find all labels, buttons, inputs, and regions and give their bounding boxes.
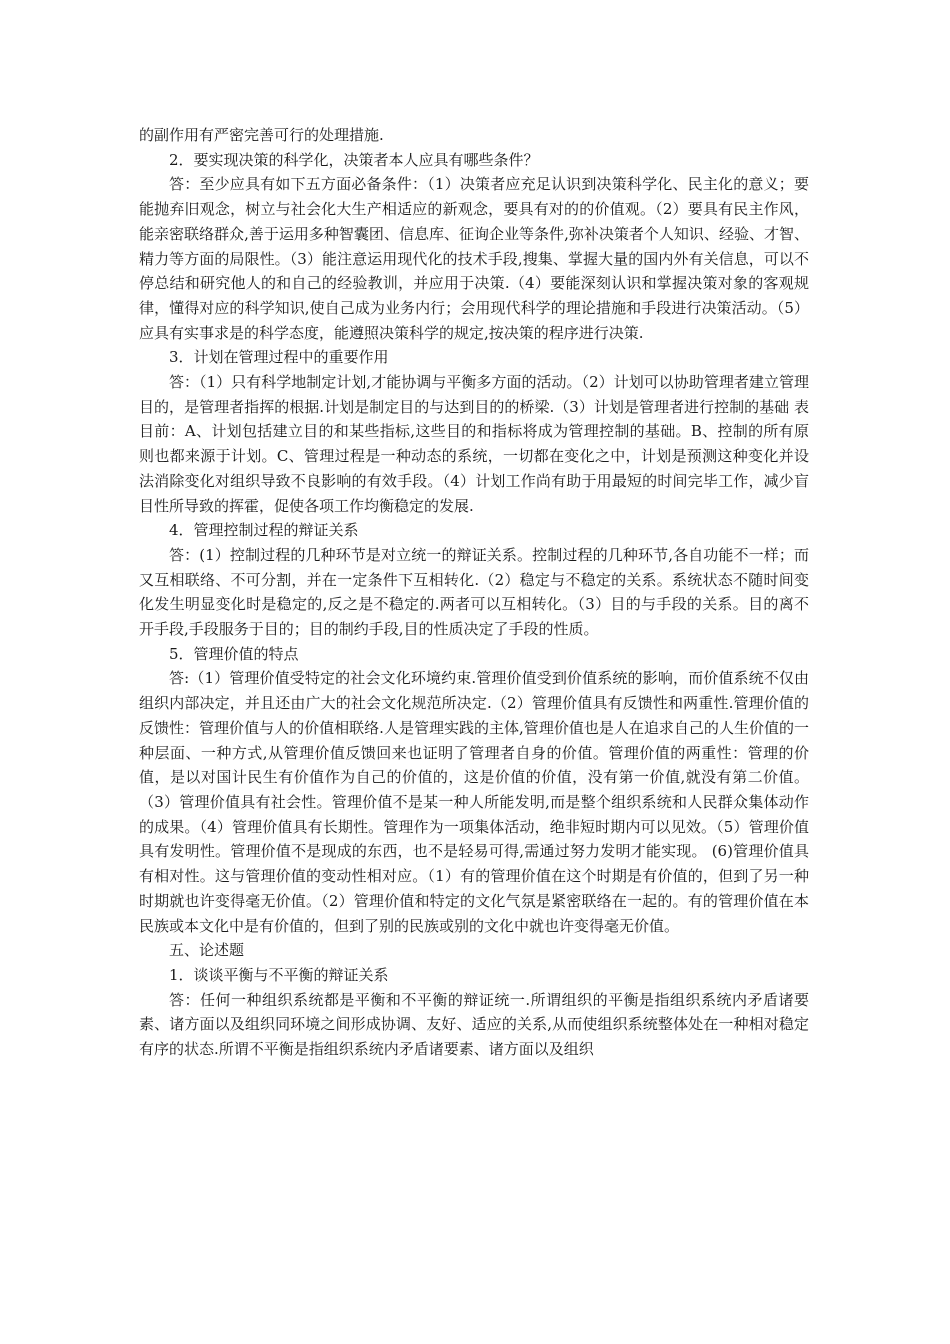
question-heading-4: 4．管理控制过程的辩证关系 — [169, 521, 359, 540]
paragraph-continuation: 的副作用有严密完善可行的处理措施. — [139, 126, 384, 144]
answer-paragraph-5: 答:（1）管理价值受特定的社会文化环境约束.管理价值受到价值系统的影响，而价值系统不仅由组织内部决定，并且还由广大的社会文化规范所决定.（2）管理价值具有反馈性和两重性.管理价值的反馈性：管理价值与人的价值相联络.人是管理实践的主体,管理价值也是人在追求自己的人生价值的一种层面、一种方式,从管理价值反馈回来也证明了管理者自身的价值。管理价值的两重性：管理的价值，是以对国计民生有价值作为自己的价值的，这是价值的价值，没有第一价值,就没有第二价值。（3）管理价值具有社会性。管理价值不是某一种人所能发明,而是整个组织系统和人民群众集体动作的成果。（4）管理价值具有长期性。管理作为一项集体活动，绝非短时期内可以见效。（5）管理价值具有发明性。管理价值不是现成的东西，也不是轻易可得,需通过努力发明才能实现。 (6)管理价值具有相对性。这与管理价值的变动性相对应。（1）有的管理价值在这个时期是有价值的，但到了另一种时期就也许变得毫无价值。（2）管理价值和特定的文化气氛是紧密联络在一起的。有的管理价值在本民族或本文化中是有价值的，但到了别的民族或别的文化中就也许变得毫无价值。 — [139, 669, 809, 935]
section-heading-essay: 五、论述题 — [169, 941, 245, 960]
document-body — [139, 123, 809, 1062]
question-heading-5: 5．管理价值的特点 — [169, 644, 299, 663]
answer-paragraph-4: 答：(1）控制过程的几种环节是对立统一的辩证关系。控制过程的几种环节,各自功能不一样；而又互相联络、不可分割，并在一定条件下互相转化.（2）稳定与不稳定的关系。系统状态不随时间变化发生明显变化时是稳定的,反之是不稳定的.两者可以互相转化。（3）目的与手段的关系。目的离不开手段,手段服务于目的；目的制约手段,目的性质决定了手段的性质。 — [139, 545, 809, 639]
question-heading-3: 3．计划在管理过程中的重要作用 — [169, 348, 389, 367]
answer-paragraph-2: 答：至少应具有如下五方面必备条件：（1）决策者应充足认识到决策科学化、民主化的意义；要能抛弃旧观念，树立与社会化大生产相适应的新观念，要具有对的的价值观。（2）要具有民主作风，能亲密联络群众,善于运用多种智囊团、信息库、征询企业等条件,弥补决策者个人知识、经验、才智、精力等方面的局限性。（3）能注意运用现代化的技术手段,搜集、掌握大量的国内外有关信息，可以不停总结和研究他人的和自己的经验教训，并应用于决策.（4）要能深刻认识和掌握决策对象的客观规律，懂得对应的科学知识,使自己成为业务内行；会用现代科学的理论措施和手段进行决策活动。（5）应具有实事求是的科学态度，能遵照决策科学的规定,按决策的程序进行决策. — [139, 175, 809, 342]
question-heading-2: 2．要实现决策的科学化，决策者本人应具有哪些条件？ — [169, 150, 539, 169]
essay-answer-1: 答：任何一种组织系统都是平衡和不平衡的辩证统一.所谓组织的平衡是指组织系统内矛盾诸要素、诸方面以及组织同环境之间形成协调、友好、适应的关系,从而使组织系统整体处在一种相对稳定有序的状态.所谓不平衡是指组织系统内矛盾诸要素、诸方面以及组织 — [139, 990, 809, 1059]
essay-question-1: 1．谈谈平衡与不平衡的辩证关系 — [169, 965, 389, 984]
answer-paragraph-3: 答：（1）只有科学地制定计划,才能协调与平衡多方面的活动。（2）计划可以协助管理者建立管理目的，是管理者指挥的根据.计划是制定目的与达到目的的桥梁.（3）计划是管理者进行控制的基础 表目前：A、计划包括建立目的和某些指标,这些目的和指标将成为管理控制的基础。B、控制的所有原则也都来源于计划。C、管理过程是一种动态的系统，一切都在变化之中，计划是预测这种变化并设法消除变化对组织导致不良影响的有效手段。（4）计划工作尚有助于用最短的时间完毕工作，减少盲目性所导致的挥霍，促使各项工作均衡稳定的发展. — [139, 373, 809, 515]
